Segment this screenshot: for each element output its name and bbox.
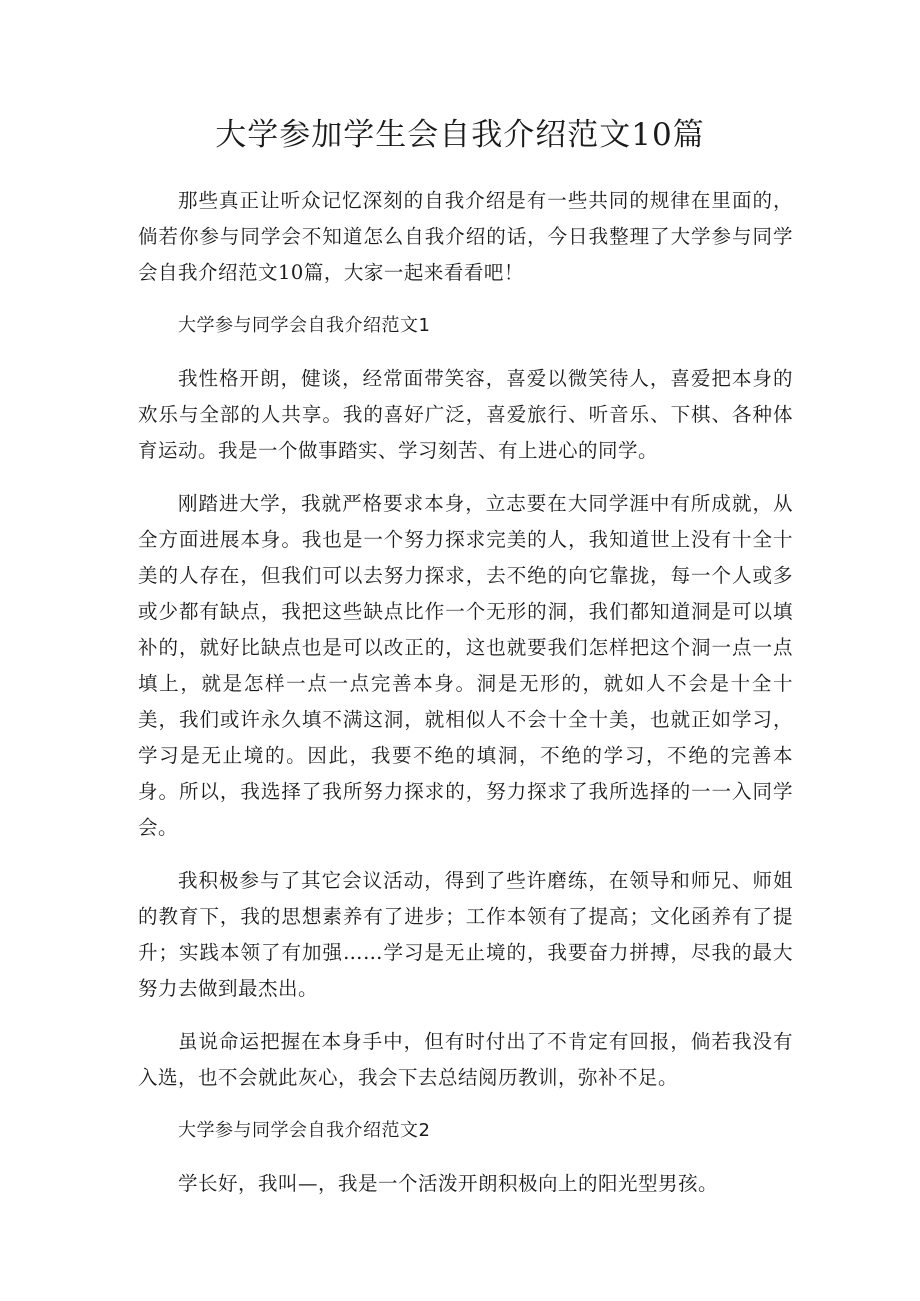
intro-paragraph: 那些真正让听众记忆深刻的自我介绍是有一些共同的规律在里面的，倘若你参与同学会不知道怎么自我介绍的话，今日我整理了大学参与同学会自我介绍范文10篇，大家一起来看看吧！ (138, 189, 793, 284)
document-body (138, 183, 793, 1219)
body-paragraph: 刚踏进大学，我就严格要求本身，立志要在大同学涯中有所成就，从全方面进展本身。我也是一个努力探求完美的人，我知道世上没有十全十美的人存在，但我们可以去努力探求，去不绝的向它靠拢，每一个人或多或少都有缺点，我把这些缺点比作一个无形的洞，我们都知道洞是可以填补的，就好比缺点也是可以改正的，这也就要我们怎样把这个洞一点一点填上，就是怎样一点一点完善本身。洞是无形的，就如人不会是十全十美，我们或许永久填不满这洞，就相似人不会十全十美，也就正如学习，学习是无止境的。因此，我要不绝的填洞，不绝的学习，不绝的完善本身。所以，我选择了我所努力探求的，努力探求了我所选择的一一入同学会。 (138, 492, 793, 839)
body-paragraph: 我性格开朗，健谈，经常面带笑容，喜爱以微笑待人，喜爱把本身的欢乐与全部的人共享。我的喜好广泛，喜爱旅行、听音乐、下棋、各种体育运动。我是一个做事踏实、学习刻苦、有上进心的同学。 (138, 367, 793, 462)
section-heading-1: 大学参与同学会自我介绍范文1 (178, 315, 431, 336)
body-paragraph: 我积极参与了其它会议活动，得到了些许磨练，在领导和师兄、师姐的教育下，我的思想素养有了进步；工作本领有了提高；文化函养有了提升；实践本领了有加强……学习是无止境的，我要奋力拼搏，尽我的最大努力去做到最杰出。 (138, 869, 793, 1000)
body-paragraph: 学长好，我叫—，我是一个活泼开朗积极向上的阳光型男孩。 (178, 1172, 719, 1195)
document-title: 大学参加学生会自我介绍范文10篇 (215, 117, 705, 153)
body-paragraph: 虽说命运把握在本身手中，但有时付出了不肯定有回报，倘若我没有入选，也不会就此灰心，我会下去总结阅历教训，弥补不足。 (138, 1030, 793, 1089)
section-heading-2: 大学参与同学会自我介绍范文2 (178, 1120, 431, 1141)
